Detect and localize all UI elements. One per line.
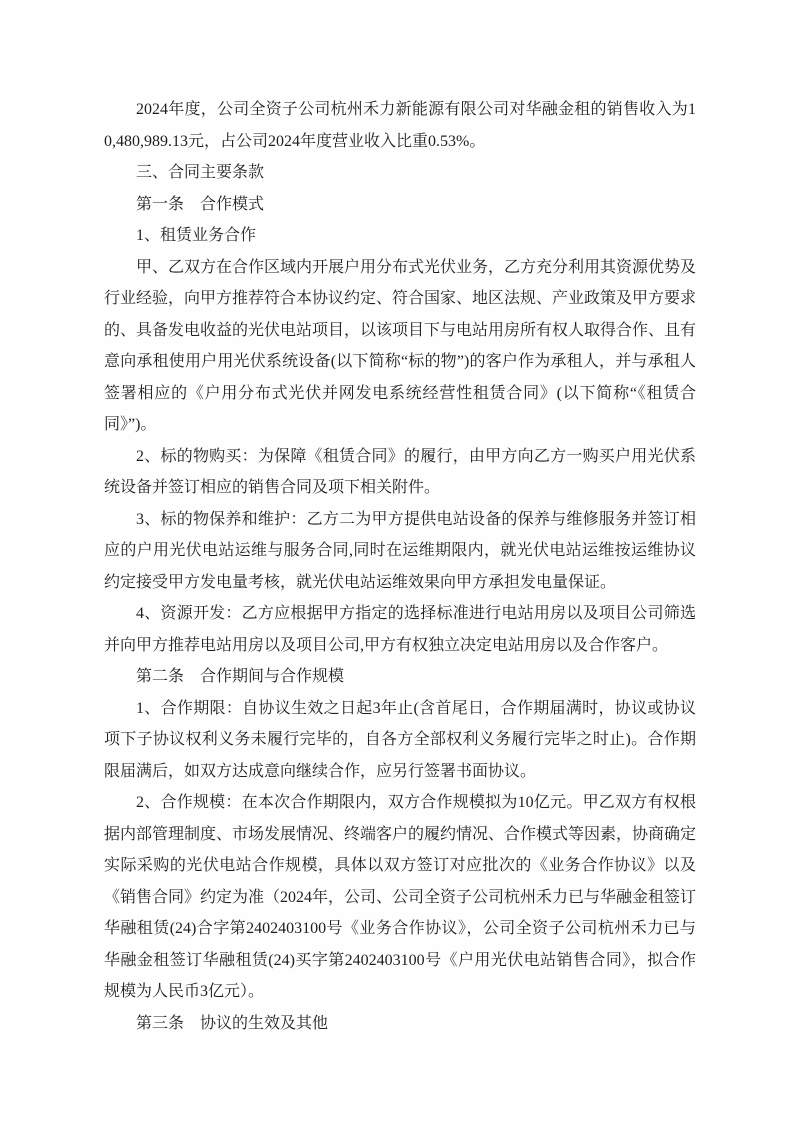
- paragraph: 4、资源开发：乙方应根据甲方指定的选择标准进行电站用房以及项目公司筛选并向甲方推荐电站用房以及项目公司,甲方有权独立决定电站用房以及合作客户。: [104, 605, 696, 654]
- paragraph: 2024年度，公司全资子公司杭州禾力新能源有限公司对华融金租的销售收入为10,480,989.13元，占公司2024年度营业收入比重0.53%。: [104, 101, 696, 150]
- paragraph: 2、合作规模：在本次合作期限内，双方合作规模拟为10亿元。甲乙双方有权根据内部管理制度、市场发展情况、终端客户的履约情况、合作模式等因素，协商确定实际采购的光伏电站合作规模，具体以双方签订对应批次的《业务合作协议》以及《销售合同》约定为准（2024年，公司、公司全资子公司杭州禾力已与华融金租签订华融租赁(24)合字第2402403100号《业务合作协议》，公司全资子公司杭州禾力已与华融金租签订华融租赁(24)买字第2402403100号《户用光伏电站销售合同》，拟合作规模为人民币3亿元）。: [104, 794, 697, 1000]
- paragraph: 三、合同主要条款: [136, 164, 265, 181]
- paragraph: 3、标的物保养和维护：乙方二为甲方提供电站设备的保养与维修服务并签订相应的户用光伏电站运维与服务合同,同时在运维期限内，就光伏电站运维按运维协议约定接受甲方发电量考核，就光伏电站运维效果向甲方承担发电量保证。: [104, 510, 696, 591]
- paragraph: 1、租赁业务合作: [136, 227, 257, 244]
- paragraph: 2、标的物购买：为保障《租赁合同》的履行，由甲方向乙方一购买户用光伏系统设备并签订相应的销售合同及项下相关附件。: [104, 447, 696, 496]
- paragraph: 第二条 合作期间与合作规模: [136, 668, 345, 685]
- paragraph: 第一条 合作模式: [136, 195, 265, 213]
- paragraph: 甲、乙双方在合作区域内开展户用分布式光伏业务，乙方充分利用其资源优势及行业经验，向甲方推荐符合本协议约定、符合国家、地区法规、产业政策及甲方要求的、具备发电收益的光伏电站项目，以该项目下与电站用房所有权人取得合作、且有意向承租使用户用光伏系统设备(以下简称“标的物”)的客户作为承租人，并与承租人签署相应的《户用分布式光伏并网发电系统经营性租赁合同》(以下简称“《租赁合同》”)。: [104, 258, 697, 433]
- paragraph: 1、合作期限：自协议生效之日起3年止(含首尾日，合作期届满时，协议或协议项下子协议权利义务未履行完毕的，自各方全部权利义务履行完毕之时止)。合作期限届满后，如双方达成意向继续合作，应另行签署书面协议。: [104, 699, 696, 780]
- paragraph: 第三条 协议的生效及其他: [136, 1014, 329, 1032]
- document-body: [104, 94, 696, 1039]
